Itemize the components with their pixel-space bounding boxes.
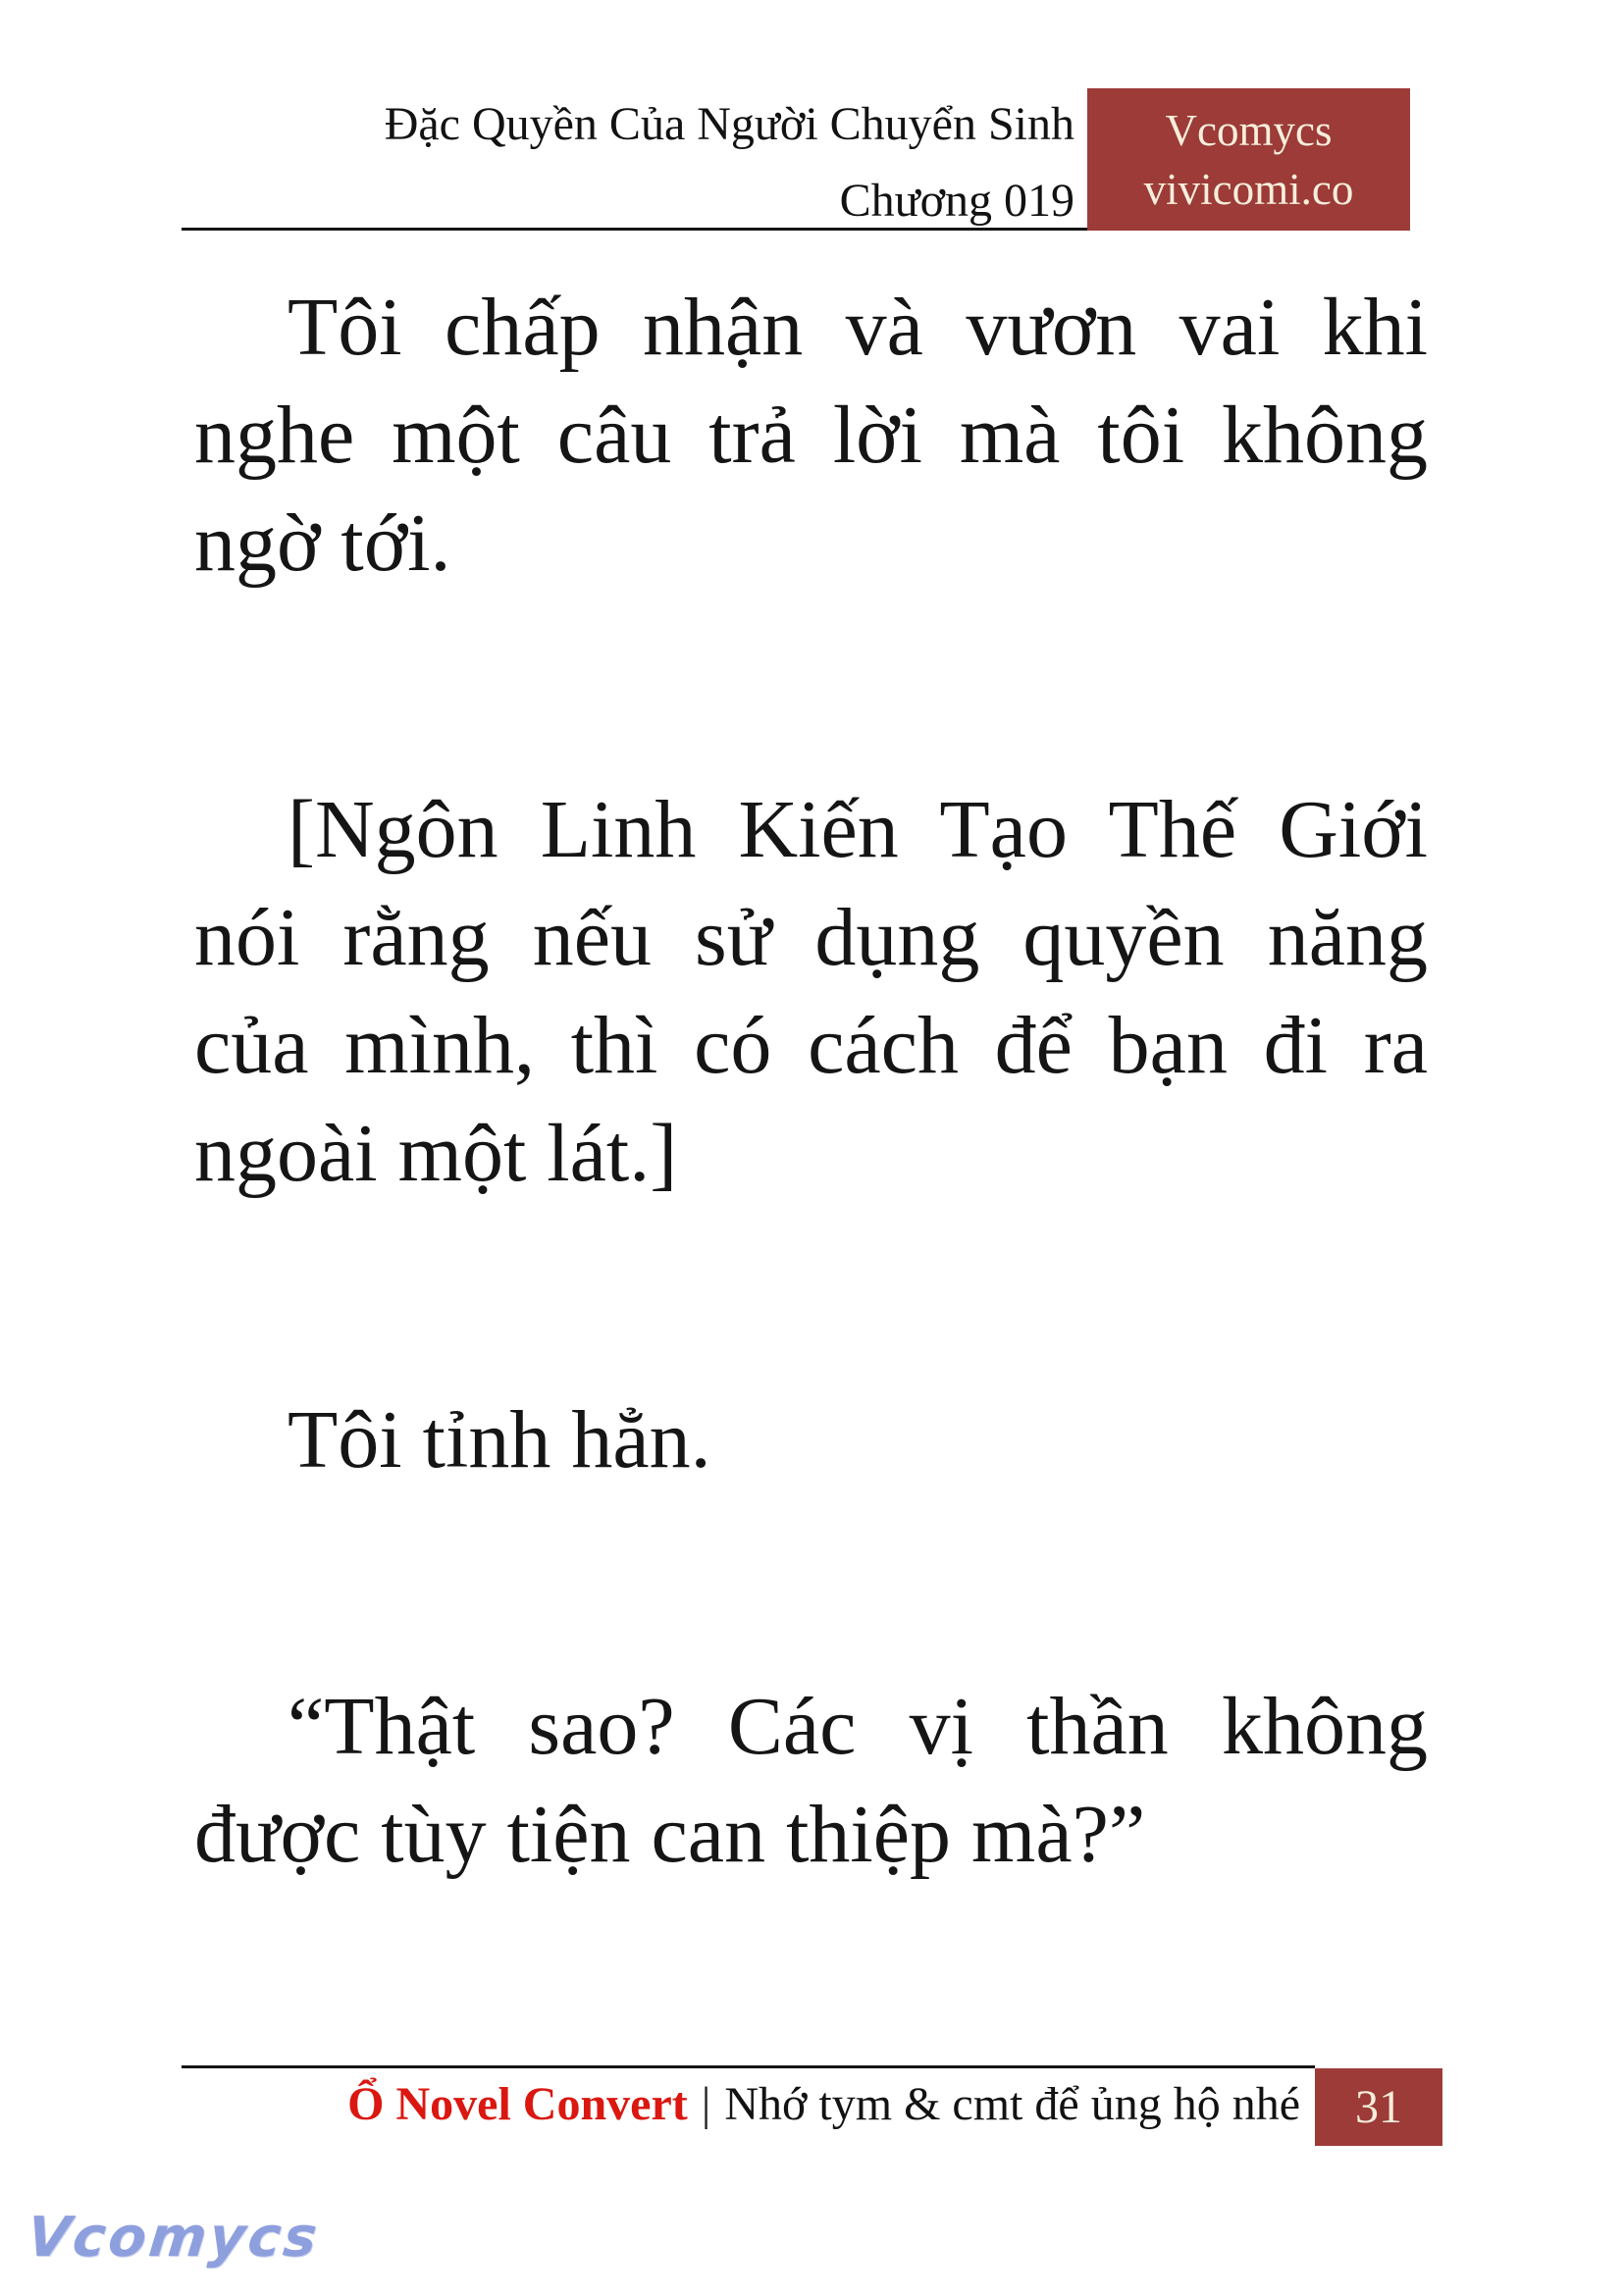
brand-badge — [1087, 88, 1410, 231]
page-number-badge — [1315, 2068, 1442, 2146]
text-line: nói rằng nếu sử dụng quyền năng — [194, 892, 1428, 983]
brand-badge-name: Vcomycs — [1165, 105, 1333, 155]
footer-divider — [182, 2065, 1315, 2068]
brand-badge-site: vivicomi.co — [1143, 164, 1354, 214]
footer-credit-bar — [182, 2070, 1300, 2139]
chapter-label: Chương 019 — [839, 175, 1074, 227]
text-line: nghe một câu trả lời mà tôi không — [194, 390, 1428, 481]
vcomycs-watermark-logo: Vcomycs — [24, 2206, 323, 2269]
paragraph — [194, 1386, 1428, 1494]
text-line: của mình, thì có cách để bạn đi ra — [194, 1000, 1428, 1091]
footer-separator: | — [701, 2078, 711, 2130]
text-line: ngờ tới. — [194, 497, 451, 589]
header-title-block — [182, 86, 1074, 239]
text-line: Tôi chấp nhận và vươn vai khi — [288, 282, 1428, 373]
text-line: “Thật sao? Các vị thần không — [288, 1681, 1428, 1772]
text-line: Tôi tỉnh hẳn. — [288, 1394, 711, 1486]
text-line: được tùy tiện can thiệp mà?” — [194, 1789, 1146, 1880]
footer-brand: Ổ Novel Convert — [347, 2078, 688, 2130]
paragraph — [194, 1673, 1428, 1889]
paragraph — [194, 776, 1428, 1208]
text-line: [Ngôn Linh Kiến Tạo Thế Giới — [288, 784, 1428, 875]
page-body-text — [194, 274, 1428, 2067]
header-divider — [182, 228, 1087, 231]
paragraph — [194, 274, 1428, 598]
book-title: Đặc Quyền Của Người Chuyển Sinh — [384, 98, 1074, 150]
text-line: ngoài một lát.] — [194, 1108, 678, 1199]
footer-note: Nhớ tym & cmt để ủng hộ nhé — [724, 2078, 1300, 2130]
page-number: 31 — [1355, 2081, 1402, 2133]
